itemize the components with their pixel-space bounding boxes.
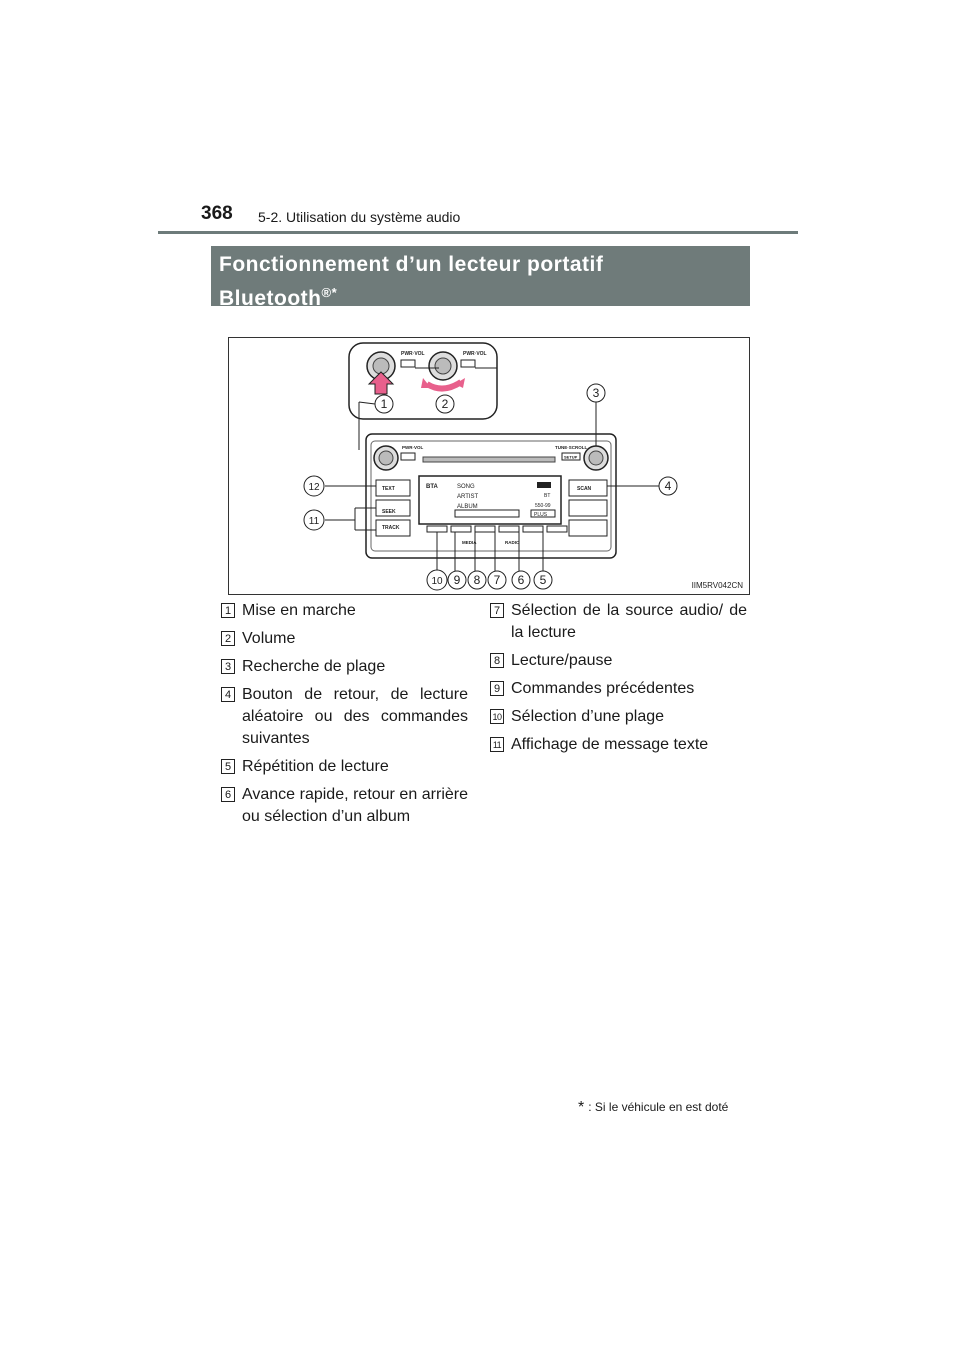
registered-mark: ® <box>321 285 332 300</box>
callout-8: 8 <box>473 573 481 587</box>
album-label: ALBUM <box>457 504 478 510</box>
legend-item-2 <box>220 628 468 650</box>
legend-number: 8 <box>490 653 504 668</box>
legend-number: 4 <box>221 687 235 702</box>
legend-item-8 <box>489 650 747 672</box>
header-rule <box>158 231 798 234</box>
legend-number: 2 <box>221 631 235 646</box>
legend-item-3 <box>220 656 468 678</box>
legend-item-7 <box>489 600 747 644</box>
legend-item-11 <box>489 734 747 756</box>
seek-label: SEEK <box>382 509 396 515</box>
callout-3: 3 <box>592 386 600 400</box>
tune-scroll-label: TUNE·SCROLL <box>555 445 588 450</box>
callout-11: 11 <box>308 516 320 527</box>
cd-slot <box>423 457 555 462</box>
counter-label: 550-99 <box>535 503 551 509</box>
legend-text: Affichage de message texte <box>511 736 709 753</box>
bta-label: BTA <box>426 484 438 490</box>
legend-number: 7 <box>490 603 504 618</box>
legend-item-4 <box>220 684 468 750</box>
callout-12: 12 <box>308 482 320 493</box>
legend-text: Sélection de la source audio/ de la lecture <box>511 602 747 641</box>
title-line-1: Fonctionnement d’un lecteur portatif <box>219 253 604 276</box>
legend-text: Sélection d’une plage <box>511 708 665 725</box>
legend-number: 3 <box>221 659 235 674</box>
inset-pwr-label-1: PWR·VOL <box>401 351 425 357</box>
bt-indicator: BT <box>544 493 551 499</box>
artist-label: ARTIST <box>457 494 479 500</box>
legend-item-9 <box>489 678 747 700</box>
footnote <box>578 1098 728 1116</box>
callout-7: 7 <box>493 573 501 587</box>
footnote-text: : Si le véhicule en est doté <box>588 1100 729 1114</box>
legend-text: Commandes précédentes <box>511 680 695 697</box>
callout-1: 1 <box>380 397 388 411</box>
setup-label: SETUP <box>564 454 578 460</box>
scan-label: SCAN <box>577 486 592 492</box>
callout-6: 6 <box>517 573 525 587</box>
song-label: SONG <box>457 484 475 490</box>
inset-pwr-label-2: PWR·VOL <box>463 351 487 357</box>
audio-panel-figure <box>228 337 750 595</box>
callout-5: 5 <box>539 573 547 587</box>
title-line-2 <box>219 279 742 313</box>
callout-2: 2 <box>441 397 449 411</box>
legend-number: 11 <box>490 737 504 752</box>
legend-text: Recherche de plage <box>242 658 386 675</box>
section-title: 5-2. Utilisation du système audio <box>258 209 461 225</box>
legend-number: 9 <box>490 681 504 696</box>
audio-panel-illustration <box>229 338 749 594</box>
text-label: TEXT <box>382 486 395 492</box>
legend-left-column <box>220 600 468 834</box>
page-title <box>211 246 750 310</box>
legend-number: 6 <box>221 787 235 802</box>
legend-item-5 <box>220 756 468 778</box>
legend-text: Avance rapide, retour en arrière ou sélection d’un album <box>242 786 468 825</box>
legend-right-column <box>489 600 747 762</box>
legend-text: Volume <box>242 630 296 647</box>
figure-code: IIM5RV042CN <box>691 581 743 590</box>
legend-text: Mise en marche <box>242 602 356 619</box>
legend-item-10 <box>489 706 747 728</box>
footnote-star-icon: * <box>578 1099 585 1116</box>
radio-label: RADIO <box>505 540 520 545</box>
legend-text: Lecture/pause <box>511 652 613 669</box>
legend-text: Répétition de lecture <box>242 758 389 775</box>
legend-number: 1 <box>221 603 235 618</box>
optional-star: * <box>331 285 338 300</box>
legend-item-6 <box>220 784 468 828</box>
callout-4: 4 <box>664 479 672 493</box>
title-bluetooth: Bluetooth <box>219 287 322 310</box>
callout-9: 9 <box>453 573 461 587</box>
track-label: TRACK <box>382 525 400 531</box>
callout-10: 10 <box>431 576 443 587</box>
legend-number: 5 <box>221 759 235 774</box>
page-number: 368 <box>201 203 233 224</box>
legend-text: Bouton de retour, de lecture aléatoire ou des commandes suivantes <box>242 686 468 747</box>
legend-number: 10 <box>490 709 504 724</box>
plus-label: PLUS <box>534 512 548 518</box>
media-label: MEDIA <box>462 540 477 545</box>
pwr-vol-label: PWR·VOL <box>402 445 424 450</box>
legend-item-1 <box>220 600 468 622</box>
